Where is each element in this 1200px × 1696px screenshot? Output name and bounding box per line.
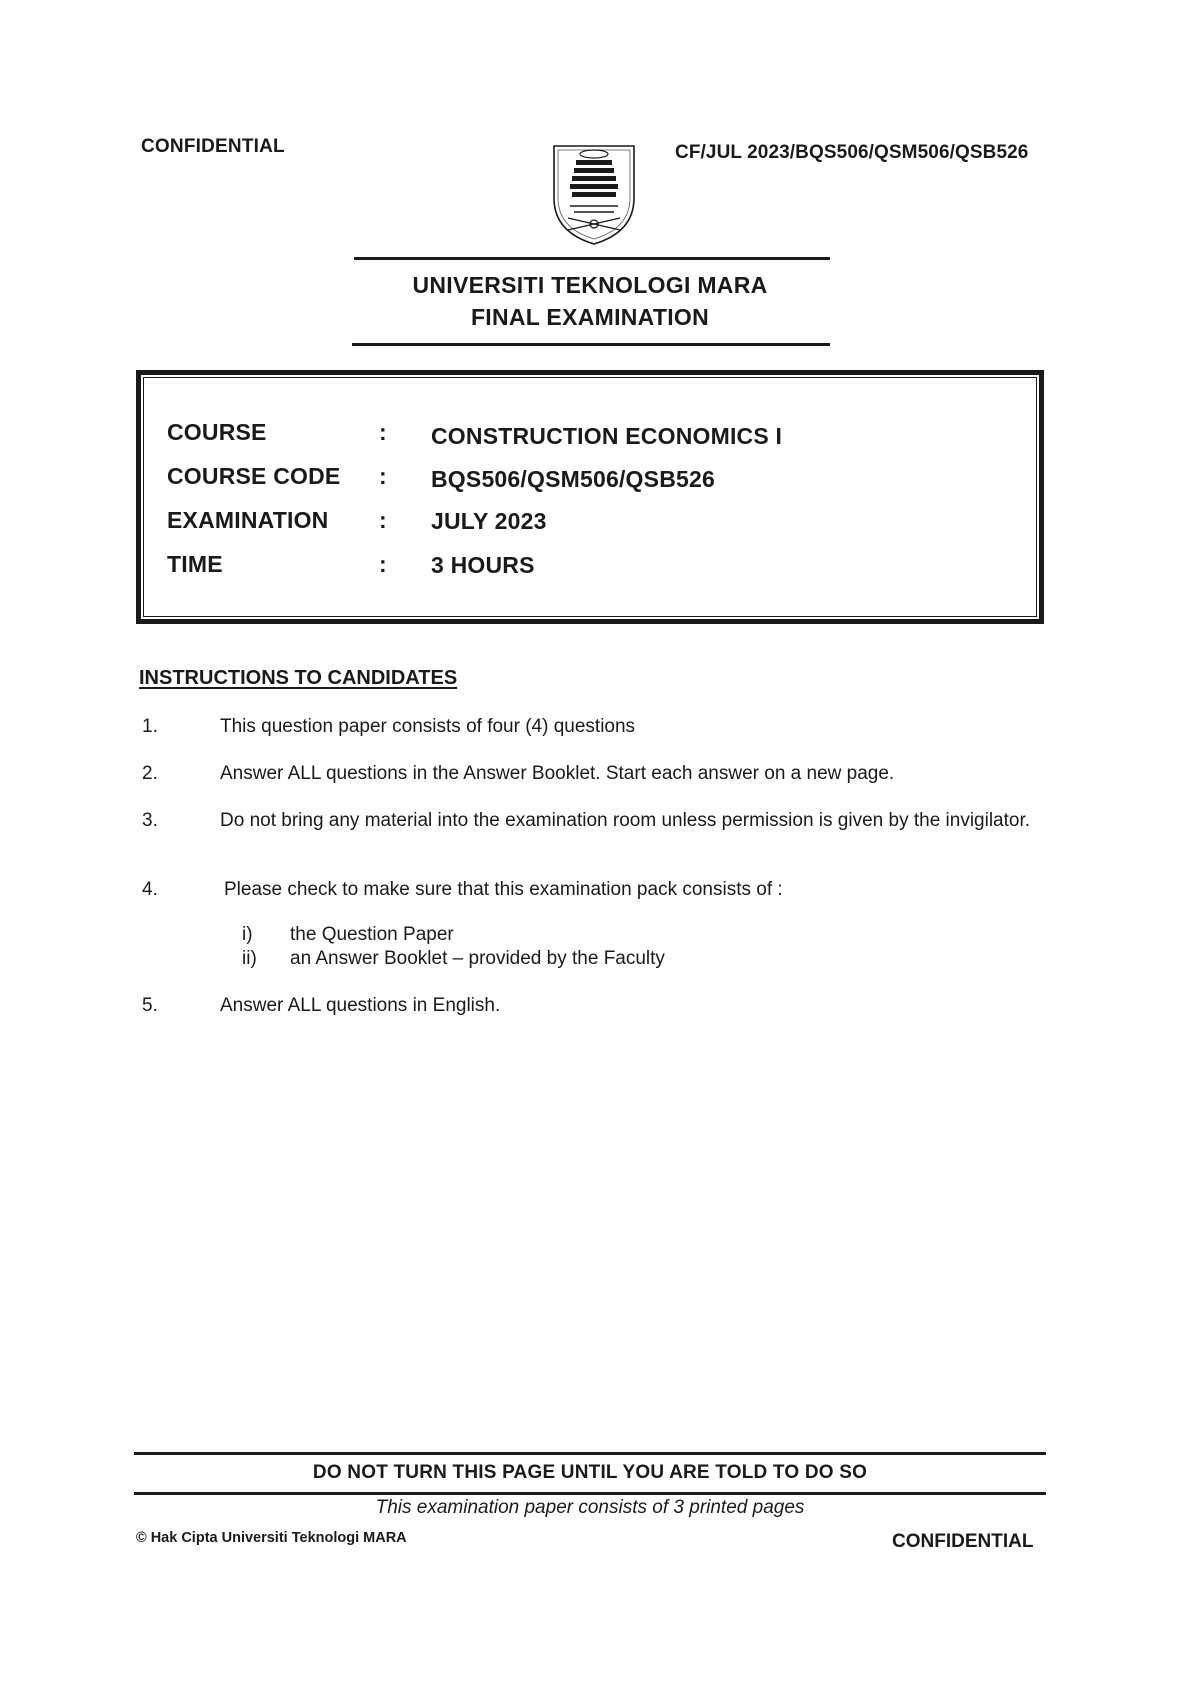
title-top-rule [354,257,830,260]
footer-confidential-label: CONFIDENTIAL [892,1531,1034,1552]
university-crest-icon [550,140,638,246]
sub-item-text: the Question Paper [290,924,454,945]
time-label: TIME [167,551,223,577]
examination-separator: : [379,507,387,533]
instruction-text: Please check to make sure that this examination pack consists of : [224,879,783,900]
header-confidential-label: CONFIDENTIAL [141,136,285,157]
copyright-notice: © Hak Cipta Universiti Teknologi MARA [136,1530,407,1546]
instruction-text: Answer ALL questions in English. [220,995,501,1016]
sub-item-text: an Answer Booklet – provided by the Faculty [290,948,665,969]
title-bottom-rule [352,343,830,346]
course-row [141,419,1039,455]
course-info-box [136,370,1044,624]
instruction-number: 4. [142,879,158,900]
course-code-value: BQS506/QSM506/QSB526 [431,466,715,492]
time-separator: : [379,551,387,577]
instruction-number: 3. [142,810,158,831]
examination-label: EXAMINATION [167,507,329,533]
examination-value: JULY 2023 [431,508,547,534]
instruction-number: 2. [142,763,158,784]
instruction-number: 5. [142,995,158,1016]
footer-bottom-rule [134,1492,1046,1495]
footer-top-rule [134,1452,1046,1455]
instruction-number: 1. [142,716,158,737]
printed-pages-note: This examination paper consists of 3 printed pages [375,1497,805,1518]
instruction-text: Answer ALL questions in the Answer Booklet. Start each answer on a new page. [220,763,895,784]
exam-title: FINAL EXAMINATION [470,304,710,330]
instructions-title: INSTRUCTIONS TO CANDIDATES [139,667,458,689]
instruction-text: This question paper consists of four (4) questions [220,716,636,737]
header-reference-code: CF/JUL 2023/BQS506/QSM506/QSB526 [675,142,1029,163]
university-name: UNIVERSITI TEKNOLOGI MARA [412,272,768,298]
course-separator: : [379,419,387,445]
do-not-turn-warning: DO NOT TURN THIS PAGE UNTIL YOU ARE TOLD TO DO SO [312,1462,868,1483]
course-code-label: COURSE CODE [167,463,341,489]
sub-item-number: ii) [242,948,257,969]
course-value: CONSTRUCTION ECONOMICS I [431,423,783,449]
time-row [141,551,1039,587]
course-label: COURSE [167,419,267,445]
examination-row [141,507,1039,543]
course-code-row [141,463,1039,499]
sub-item-number: i) [242,924,253,945]
time-value: 3 HOURS [431,552,535,578]
course-code-separator: : [379,463,387,489]
instruction-text: Do not bring any material into the examination room unless permission is given by the invigilator. [220,810,1031,831]
